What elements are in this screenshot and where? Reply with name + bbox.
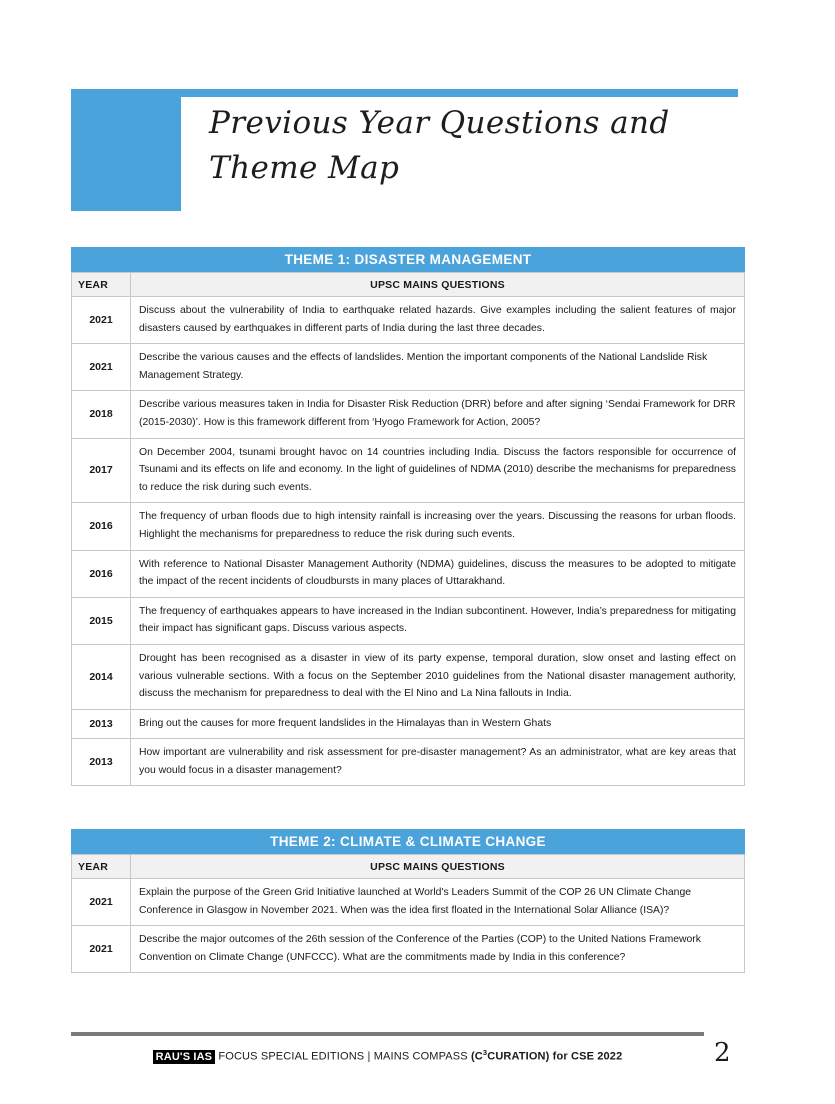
cell-question: On December 2004, tsunami brought havoc on 14 countries including India. Discuss the factors responsible for occurrence of Tsunami and its effects on life and economy. In the light of guidelines of NDMA (2010) describe the mechanisms for preparedness to reduce the risk during such events.: [131, 438, 745, 503]
cell-question: Discuss about the vulnerability of India to earthquake related hazards. Give examples including the salient features of major disasters caused by earthquakes in different parts of India during the last three decades.: [131, 297, 745, 344]
column-header-questions: UPSC MAINS QUESTIONS: [131, 855, 745, 879]
table-row: [72, 344, 745, 391]
column-header-questions: UPSC MAINS QUESTIONS: [131, 273, 745, 297]
column-header-year: YEAR: [72, 273, 131, 297]
table-header-row: [72, 855, 745, 879]
cell-question: Describe various measures taken in India for Disaster Risk Reduction (DRR) before and after signing ‘Sendai Framework for DRR (2015-2030)’. How is this framework different from ‘Hyogo Framework for Action, 2005?: [131, 391, 745, 438]
cell-year: 2021: [72, 344, 131, 391]
footer-divider: [71, 1032, 704, 1036]
cell-question: The frequency of urban floods due to high intensity rainfall is increasing over the years. Discussing the reasons for urban floods. Highlight the mechanisms for preparedness to reduce the risk during such events.: [131, 503, 745, 550]
page-title: [209, 101, 729, 191]
cell-question: Describe the major outcomes of the 26th session of the Conference of the Parties (COP) to the United Nations Framework Convention on Climate Change (UNFCCC). What are the commitments made by India in this conference?: [131, 926, 745, 973]
page-footer: [0, 1032, 835, 1092]
table-header-row: [72, 273, 745, 297]
questions-table-2: [71, 854, 745, 973]
questions-table-1: [71, 272, 745, 786]
cell-question: With reference to National Disaster Management Authority (NDMA) guidelines, discuss the measures to be adopted to mitigate the impact of the recent incidents of cloudbursts in many places of Uttarakhand.: [131, 550, 745, 597]
footer-curation-superscript: 3: [482, 1048, 488, 1057]
theme-banner-1: THEME 1: DISASTER MANAGEMENT: [71, 247, 745, 272]
cell-question: Describe the various causes and the effects of landslides. Mention the important components of the National Landslide Risk Management Strategy.: [131, 344, 745, 391]
cell-year: 2021: [72, 926, 131, 973]
table-row: [72, 391, 745, 438]
page-title-line-1: Previous Year Questions and: [209, 105, 670, 141]
cell-year: 2013: [72, 709, 131, 739]
table-row: [72, 879, 745, 926]
cell-year: 2017: [72, 438, 131, 503]
cell-year: 2016: [72, 503, 131, 550]
cell-year: 2013: [72, 739, 131, 786]
footer-text: [71, 1048, 704, 1063]
cell-year: 2018: [72, 391, 131, 438]
theme-section-2: [71, 829, 745, 973]
theme-banner-2: THEME 2: CLIMATE & CLIMATE CHANGE: [71, 829, 745, 854]
cell-year: 2021: [72, 297, 131, 344]
table-row: [72, 739, 745, 786]
table-row: [72, 644, 745, 709]
cell-question: The frequency of earthquakes appears to have increased in the Indian subcontinent. However, India’s preparedness for mitigating their impact has significant gaps. Discuss various aspects.: [131, 597, 745, 644]
cell-year: 2016: [72, 550, 131, 597]
cell-year: 2015: [72, 597, 131, 644]
page-title-line-2: Theme Map: [209, 150, 400, 186]
cell-year: 2014: [72, 644, 131, 709]
cell-question: Bring out the causes for more frequent landslides in the Himalayas than in Western Ghats: [131, 709, 745, 739]
table-row: [72, 297, 745, 344]
column-header-year: YEAR: [72, 855, 131, 879]
cell-year: 2021: [72, 879, 131, 926]
theme-section-1: [71, 247, 745, 786]
table-row: [72, 597, 745, 644]
masthead-accent-block: [71, 89, 181, 211]
table-row: [72, 709, 745, 739]
brand-badge: RAU'S IAS: [153, 1050, 216, 1064]
table-row: [72, 438, 745, 503]
table-row: [72, 926, 745, 973]
page-number: 2: [714, 1038, 731, 1068]
table-row: [72, 503, 745, 550]
footer-curation-open: (C: [470, 1050, 483, 1063]
footer-publication-label: FOCUS SPECIAL EDITIONS | MAINS COMPASS: [215, 1050, 471, 1063]
cell-question: Drought has been recognised as a disaster in view of its party expense, temporal duration, slow onset and lasting effect on various vulnerable sections. With a focus on the September 2010 guidelines from the National disaster management authority, discuss the mechanism for preparedness to deal with the El Nino and La Nina fallouts in India.: [131, 644, 745, 709]
cell-question: Explain the purpose of the Green Grid Initiative launched at World's Leaders Summit of the COP 26 UN Climate Change Conference in Glasgow in November 2021. When was the idea first floated in the International Solar Alliance (ISA)?: [131, 879, 745, 926]
table-row: [72, 550, 745, 597]
masthead: [71, 89, 738, 211]
footer-curation-close: CURATION): [487, 1050, 550, 1063]
footer-exam-label: for CSE 2022: [549, 1050, 623, 1063]
cell-question: How important are vulnerability and risk assessment for pre-disaster management? As an administrator, what are key areas that you would focus in a disaster management?: [131, 739, 745, 786]
